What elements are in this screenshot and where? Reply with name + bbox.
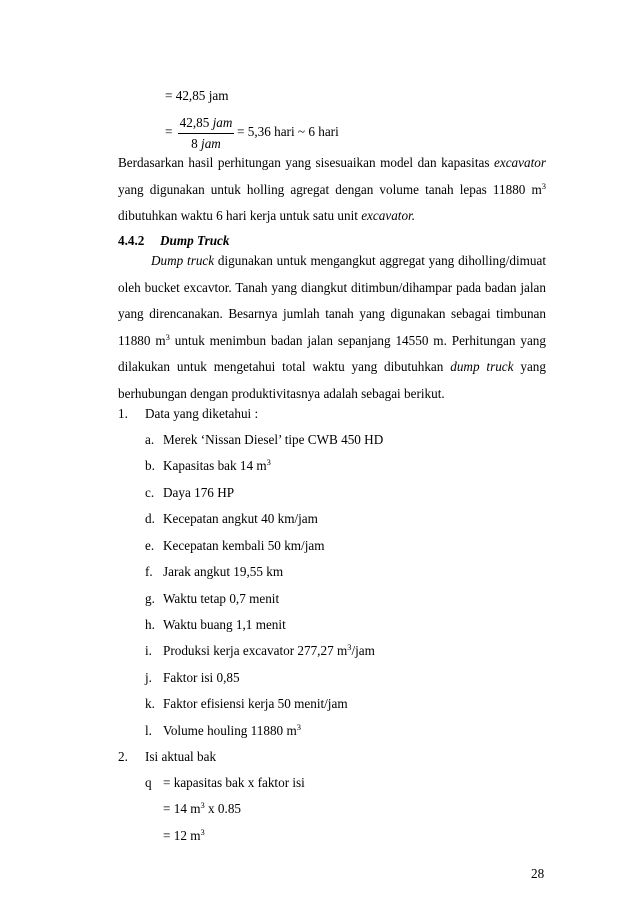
paragraph-line: Berdasarkan hasil perhitungan yang sisesuaikan model dan kapasitas excavator	[118, 155, 546, 170]
section-title: Dump Truck	[160, 233, 230, 248]
fraction-denominator: 8 jam	[191, 136, 221, 151]
list-item-text: Jarak angkut 19,55 km	[163, 564, 284, 579]
paragraph-line: 11880 $m^3$ untuk menimbun badan jalan sepanjang 14550 m. Perhitungan yang	[118, 331, 546, 348]
list-item: d.	[145, 511, 155, 526]
list-item-text: Daya 176 HP	[163, 485, 235, 500]
list-marker: 1.	[118, 406, 128, 421]
paragraph-line: berhubungan dengan produktivitasnya adalah sebagai berikut.	[118, 385, 445, 401]
list-item-text: Faktor efisiensi kerja 50 menit/jam	[163, 696, 348, 711]
list-item-text: Merek ‘Nissan Diesel’ tipe CWB 450 HD	[163, 432, 384, 447]
list-item: e.	[145, 538, 155, 553]
equation-equals: =	[165, 124, 173, 139]
fraction-numerator: 42,85 jam	[179, 115, 233, 130]
list-item-text: Waktu tetap 0,7 menit	[163, 591, 280, 606]
list-item: b.	[145, 458, 155, 473]
fraction-bar	[178, 133, 234, 134]
list-item: f.	[145, 564, 153, 579]
list-item-text: Kapasitas bak 14 $m^3$	[163, 457, 271, 473]
list-item-text: Waktu buang 1,1 menit	[163, 617, 286, 632]
list-item: i.	[145, 643, 152, 658]
equation-line: = kapasitas bak x faktor isi	[163, 775, 305, 790]
list-item: g.	[145, 591, 155, 606]
paragraph-line: dibutuhkan waktu 6 hari kerja untuk satu unit excavator.	[118, 208, 416, 223]
list-item: k.	[145, 696, 155, 711]
section-number: 4.4.2	[118, 233, 145, 248]
paragraph-conclusion	[118, 150, 546, 230]
list-item: j.	[145, 670, 152, 685]
equation-line-1: = 42,85 jam	[165, 88, 229, 103]
list-item-text: Volume houling 11880 $m^3$	[163, 722, 301, 738]
paragraph-line: Dump truck digunakan untuk mengangkut aggregat yang diholling/dimuat	[151, 253, 546, 268]
page-number: 28	[531, 866, 545, 881]
equation-line: = 14 $m^3$ x 0.85	[163, 800, 241, 816]
list-item: a.	[145, 432, 155, 447]
paragraph-line: oleh bucket excavtor. Tanah yang diangkut ditimbun/dihampar pada badan jalan	[118, 279, 546, 295]
paragraph-line: yang digunakan untuk holling agregat dengan volume tanah lepas 11880 $m^3$	[118, 180, 546, 197]
equation-result: = 5,36 hari ~ 6 hari	[237, 124, 339, 139]
equation-line: = 12 $m^3$	[163, 827, 205, 843]
list-marker: 2.	[118, 749, 128, 764]
list-item-text: Kecepatan kembali 50 km/jam	[163, 538, 325, 553]
list-item: h.	[145, 617, 155, 632]
list-title: Isi aktual bak	[145, 749, 217, 764]
list-item: c.	[145, 485, 155, 500]
list-item-text: Kecepatan angkut 40 km/jam	[163, 511, 318, 526]
variable-q: q	[145, 775, 152, 790]
paragraph-dump-truck	[118, 248, 546, 407]
paragraph-line: yang direncanakan. Besarnya jumlah tanah yang digunakan sebagai timbunan	[118, 306, 546, 321]
list-item-text: Produksi kerja excavator 277,27 $m^3$/jam	[163, 642, 375, 658]
list-item-text: Faktor isi 0,85	[163, 670, 240, 685]
fraction	[178, 115, 234, 152]
list-title: Data yang diketahui :	[145, 406, 259, 421]
paragraph-line: dilakukan untuk mengetahui total waktu yang dibutuhkan dump truck yang	[118, 359, 546, 374]
list-item: l.	[145, 723, 152, 738]
